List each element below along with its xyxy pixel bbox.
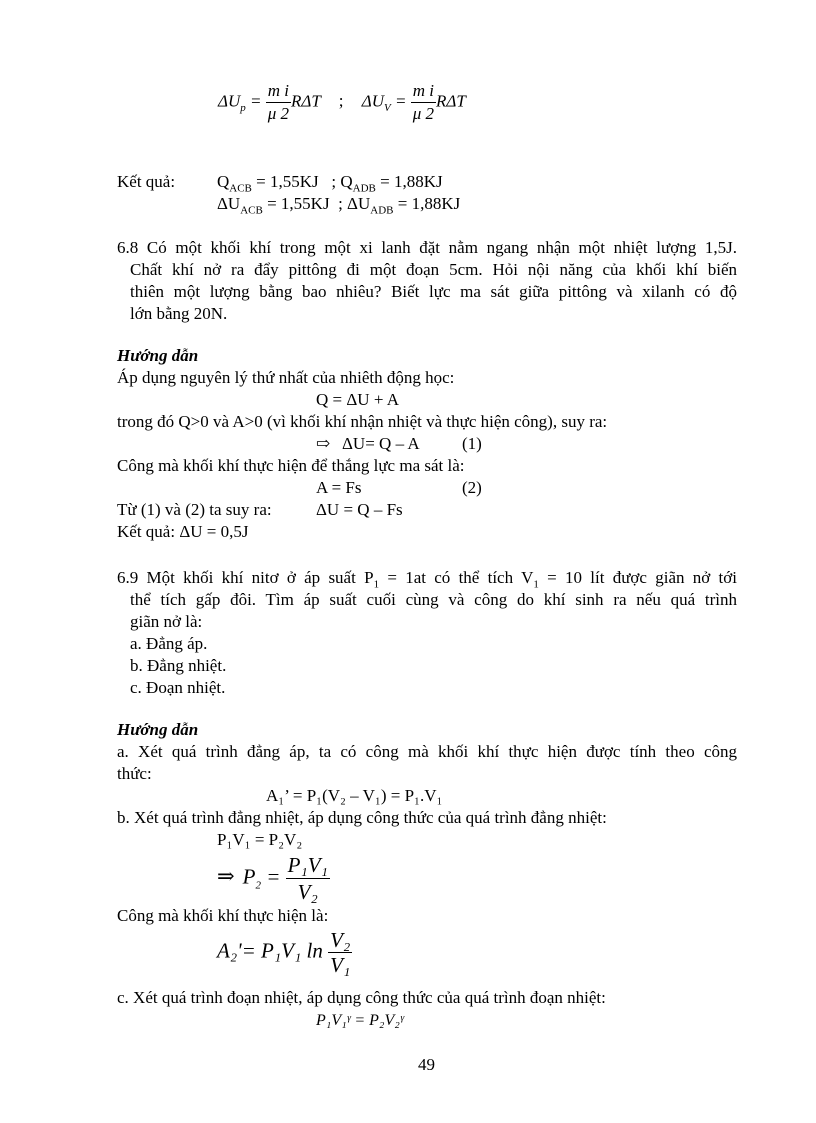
guide-line: Áp dụng nguyên lý thứ nhất của nhiêth động học: (117, 368, 455, 387)
guide-heading: Hướng dẫn (117, 346, 199, 365)
result-q: $Q_{ACB} = 1,55KJ$ ; $Q_{ADB} = 1,88KJ$ (217, 172, 443, 195)
guide-c-line1: c. Xét quá trình đoạn nhiệt, áp dụng công thức của quá trình đoạn nhiệt: (117, 988, 606, 1007)
guide-a-line1: a. Xét quá trình đẳng áp, ta có công mà khối khí thực hiện được tính theo công (117, 742, 737, 761)
equation: Q = ΔU + A (316, 390, 399, 409)
problem-6-8-line4: lớn bằng 20N. (130, 304, 228, 323)
guide-line: trong đó Q>0 và A>0 (vì khối khí nhận nhiệt và thực hiện công), suy ra: (117, 412, 608, 431)
page-number: 49 (418, 1055, 435, 1074)
fraction-v2-v1: $\frac{\text{V₂}}{\text{V₁}}$ (330, 928, 351, 977)
implies-icon: ⇒ (217, 864, 235, 889)
guide-work-line: Công mà khối khí thực hiện là: (117, 906, 329, 925)
arrow-icon: ⇨ (316, 434, 331, 453)
formula-a2: A₂'= P₁V₁ ln $\frac{\text{V₂}}{\text{V₁}}$ (217, 928, 351, 977)
problem-6-9-line3: giãn nở là: (130, 612, 203, 631)
problem-6-8-line1: 6.8 Có một khối khí trong một xi lanh đặt nằm ngang nhận một nhiệt lượng 1,5J. (117, 238, 737, 257)
option-c: c. Đoạn nhiệt. (130, 678, 226, 697)
problem-6-9-line2: thể tích gấp đôi. Tìm áp suất cuối cùng và công do khí sinh ra nếu quá trình (130, 590, 737, 609)
formula-delta-u: $\Delta U_p$ = $\frac{\text{m i}}{\mu 2}$ RΔT ; $\Delta U_V$ = $\frac{\text{m i}}{\mu 2}$ RΔT (218, 81, 466, 123)
equation: P₁V₁ = P₂V₂ (217, 830, 303, 849)
guide-heading: Hướng dẫn (117, 720, 199, 739)
option-b: b. Đẳng nhiệt. (130, 656, 227, 675)
fraction-mi-2: $\frac{\text{m i}}{\mu 2}$ (267, 81, 290, 123)
equation: A = Fs (316, 478, 362, 497)
equation-tag: (1) (462, 434, 482, 453)
guide-line: Công mà khối khí thực hiện để thắng lực ma sát là: (117, 456, 465, 475)
result-line: Kết quả: ΔU = 0,5J (117, 522, 249, 541)
guide-b-line1: b. Xét quá trình đẳng nhiệt, áp dụng công thức của quá trình đẳng nhiệt: (117, 808, 607, 827)
result-u: $\Delta U_{ACB} = 1,55KJ$ ; $\Delta U_{ADB} = 1,88KJ$ (217, 194, 461, 217)
equation-tag: (2) (462, 478, 482, 497)
option-a: a. Đẳng áp. (130, 634, 208, 653)
fraction-mi-2-b: $\frac{\text{m i}}{\mu 2}$ (412, 81, 434, 123)
fraction-p1v1-v2: $\frac{\text{P₁V₁}}{\text{V₂}}$ (287, 853, 328, 904)
equation: A₁’ = P₁(V₂ – V₁) = P₁.V₁ (266, 786, 443, 805)
formula-adiabatic: P₁V₁ᵞ = P₂V₂ᵞ (316, 1012, 404, 1029)
guide-a-line2: thức: (117, 764, 152, 783)
formula-p2: ⇒ $P_2$ = $\frac{\text{P₁V₁}}{\text{V₂}}$ (217, 853, 328, 904)
problem-6-8-line2: Chất khí nở ra đẩy pittông đi một đoạn 5cm. Hỏi nội năng của khối khí biến (130, 260, 737, 279)
equation: ΔU= Q – A (342, 434, 420, 453)
problem-6-8-line3: thiên một lượng bằng bao nhiêu? Biết lực ma sát giữa pittông và xilanh có độ (130, 282, 737, 301)
problem-6-9-line1: 6.9 Một khối khí nitơ ở áp suất $P_1 = 1at$ có thể tích $V_1 = 10$ lít được giãn nở tới (117, 568, 737, 591)
equation: ΔU = Q – Fs (316, 500, 403, 519)
guide-line: Từ (1) và (2) ta suy ra: (117, 500, 272, 519)
result-label: Kết quả: (117, 172, 176, 191)
